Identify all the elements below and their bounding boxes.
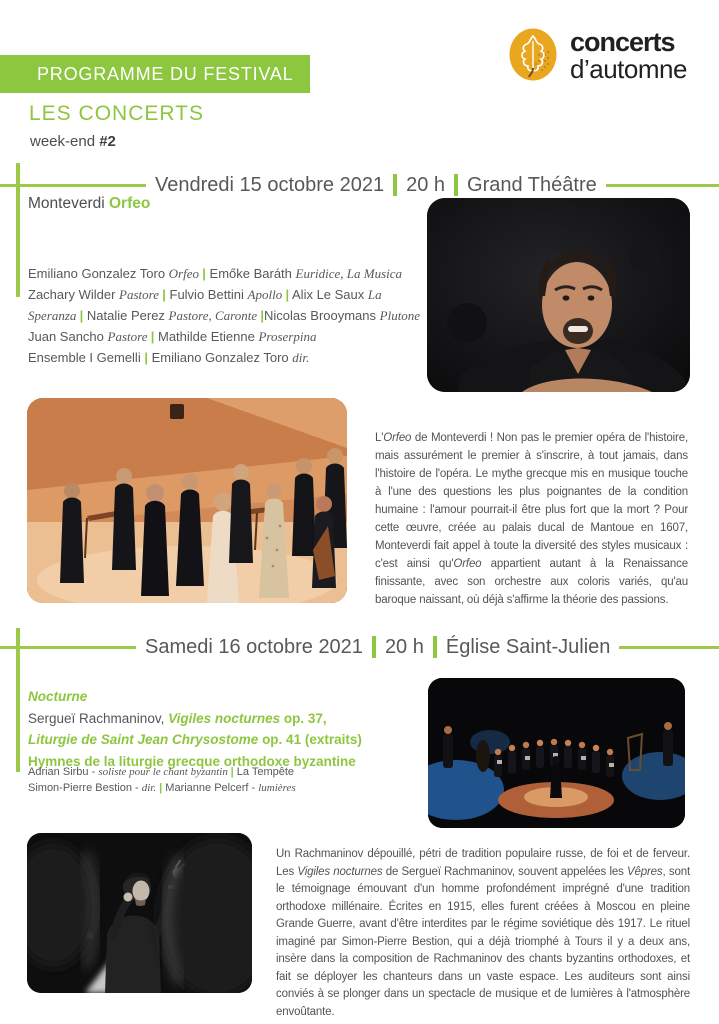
singer-portrait-photo bbox=[427, 198, 690, 392]
concert2-description: Un Rachmaninov dépouillé, pétri de tradition populaire russe, de foi et de ferveur. Les Vigiles nocturnes de Sergueï Rachmaninov, souvent appelées les Vêpres, sont le témoignage émouvant d'un homme profondément imprégné d'une tradition orthodoxe millénaire. Écrites en 1915, elles furent créées à Moscou en pleine Grande Guerre, avant d'être interdites par le régime soviétique dès 1917. Le rituel imaginé par Simon-Pierre Bestion, qui a déjà triomphé à Tours il y a deux ans, insère dans la composition de Rachmaninov des chants byzantins orthodoxes, et fait se déployer les chanteurs dans un vaste espace. Les auditeurs sont ainsi conviés à se plonger dans un spectacle de musique et de lumières à l'atmosphère envoûtante. bbox=[276, 848, 690, 1018]
concert2-program bbox=[28, 686, 362, 772]
festival-banner bbox=[0, 55, 310, 93]
header-rule-right bbox=[606, 184, 719, 187]
opera-cast-stage-photo bbox=[27, 398, 347, 603]
weekend-number: #2 bbox=[99, 133, 116, 150]
cast-line: Speranza | Natalie Perez Pastore, Caronte |Nicolas Brooymans Plutone bbox=[28, 308, 421, 323]
concert1-venue: Grand Théâtre bbox=[467, 173, 597, 196]
cast-line: Juan Sancho Pastore | Mathilde Etienne Proserpina bbox=[28, 329, 317, 344]
concert1-time: 20 h bbox=[406, 173, 446, 196]
logo-wordmark bbox=[570, 29, 687, 83]
concert2-venue: Église Saint-Julien bbox=[445, 635, 611, 658]
banner-label: PROGRAMME DU FESTIVAL bbox=[37, 63, 294, 84]
separator-bar bbox=[454, 174, 458, 196]
program-line: Nocturne bbox=[28, 689, 88, 704]
page-subtitle bbox=[30, 133, 116, 150]
choir-stage-photo bbox=[428, 678, 685, 828]
program-line: Sergueï Rachmaninov, Vigiles nocturnes op. 37, bbox=[28, 710, 327, 726]
concert1-description: L'Orfeo de Monteverdi ! Non pas le premier opéra de l'histoire, mais assurément le premier à s'inscrire, à tout jamais, dans l'histoire de l'opéra. Le mythe grecque mis en musique touche à l'une des questions les plus poignantes de la condition humaine : l'amour pourrait-il être plus fort que la mort ? Pour cette œuvre, créée au palais ducal de Mantoue en 1607, Monteverdi fait appel à toute la diversité des styles musicaux : c'est ainsi qu'Orfeo appartient autant à la Renaissance finissante, avec son orchestre aux coloris variés, qu'au baroque naissant, où déjà s'affirme la théorie des passions. bbox=[375, 432, 688, 606]
weekend-label: week-end bbox=[30, 133, 100, 150]
program-line: Liturgie de Saint Jean Chrysostome op. 41 (extraits) bbox=[28, 732, 362, 747]
program-line: Hymnes de la liturgie grecque orthodoxe byzantine bbox=[28, 753, 356, 769]
page-title: LES CONCERTS bbox=[29, 102, 204, 125]
cast-line: Emiliano Gonzalez Toro Orfeo | Emőke Baráth Euridice, La Musica bbox=[28, 266, 403, 281]
concert2-header bbox=[0, 633, 719, 661]
concert2-artists bbox=[28, 765, 296, 797]
separator-bar bbox=[393, 174, 397, 196]
separator-bar bbox=[433, 636, 437, 658]
concert2-time: 20 h bbox=[384, 635, 424, 658]
concert2-date: Samedi 16 octobre 2021 bbox=[145, 635, 363, 658]
artists-line: Adrian Sirbu - soliste pour le chant byzantin | La Tempête bbox=[28, 766, 295, 778]
festival-logo bbox=[509, 28, 687, 83]
header-rule-left bbox=[0, 184, 146, 187]
logo-word-automne: d’automne bbox=[570, 54, 687, 84]
concert1-work-title: Monteverdi Orfeo bbox=[28, 195, 151, 212]
concert1-date: Vendredi 15 octobre 2021 bbox=[155, 173, 385, 196]
artists-line: Simon-Pierre Bestion - dir. | Marianne Pelcerf - lumières bbox=[28, 781, 296, 794]
separator-bar bbox=[372, 636, 376, 658]
cast-line: Zachary Wilder Pastore | Fulvio Bettini Apollo | Alix Le Saux La bbox=[28, 287, 382, 302]
conductor-rehearsal-photo bbox=[27, 833, 252, 993]
concert1-cast-list bbox=[28, 263, 420, 368]
header-rule-left bbox=[0, 646, 136, 649]
header-rule-right bbox=[619, 646, 719, 649]
cast-line: Ensemble I Gemelli | Emiliano Gonzalez Toro dir. bbox=[28, 350, 310, 365]
logo-word-concerts: concerts bbox=[570, 27, 675, 57]
autumn-leaf-icon bbox=[509, 28, 557, 81]
